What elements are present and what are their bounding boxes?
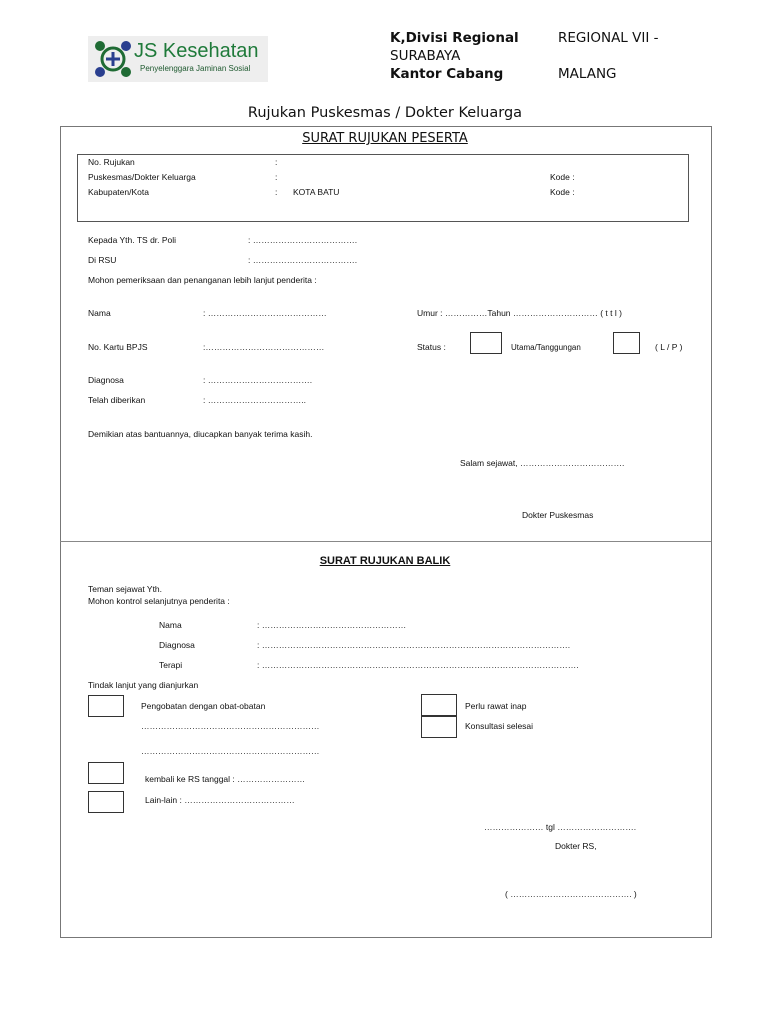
no-rujukan-colon[interactable]: : — [275, 157, 278, 167]
diagnosa-field[interactable]: : ………………………………. — [203, 375, 313, 385]
bpjs-logo-icon — [90, 36, 136, 82]
rawat-inap-label: Perlu rawat inap — [465, 701, 527, 711]
diberikan-field[interactable]: : …………………………….. — [203, 395, 306, 405]
status-label: Status : — [417, 342, 446, 352]
kembali-label[interactable]: kembali ke RS tanggal : …………………… — [145, 774, 306, 784]
signer-rs: Dokter RS, — [555, 841, 597, 851]
divisi-value: REGIONAL VII - — [558, 30, 659, 46]
divisi-value-cont: SURABAYA — [390, 48, 461, 64]
tindak-lanjut-label: Tindak lanjut yang dianjurkan — [88, 680, 199, 690]
logo — [88, 36, 268, 82]
puskesmas-colon[interactable]: : — [275, 172, 278, 182]
balik-terapi-field[interactable]: : …………………………………………………………………………………………………. — [257, 660, 579, 670]
balik-nama-label: Nama — [159, 620, 182, 630]
puskesmas-label: Puskesmas/Dokter Keluarga — [88, 172, 196, 182]
peserta-heading: SURAT RUJUKAN PESERTA — [302, 131, 468, 146]
kode-label-2[interactable]: Kode : — [550, 187, 575, 197]
tgl-field[interactable]: ………………… tgl ………………………. — [484, 822, 637, 832]
closing-text: Demikian atas bantuannya, diucapkan banyak terima kasih. — [88, 429, 313, 439]
salam-text: Salam sejawat, ………………………………. — [460, 458, 625, 468]
kabupaten-value[interactable]: KOTA BATU — [293, 187, 340, 197]
logo-text: JS Kesehatan — [134, 40, 259, 62]
kepada-field[interactable]: : ………………………………. — [248, 235, 358, 245]
section-divider — [60, 541, 711, 542]
balik-diagnosa-field[interactable]: : ………………………………………………………………………………………………. — [257, 640, 571, 650]
form-frame — [60, 126, 712, 938]
logo-subtext: Penyelenggara Jaminan Sosial — [140, 64, 251, 73]
rsu-label: Di RSU — [88, 255, 117, 265]
balik-nama-field[interactable]: : …………………………………………… — [257, 620, 407, 630]
greeting-text: Teman sejawat Yth. — [88, 584, 163, 594]
rsu-field[interactable]: : ………………………………. — [248, 255, 358, 265]
status-checkbox[interactable] — [470, 332, 502, 354]
umur-field[interactable]: Umur : ……………Tahun ………………………… ( t t l ) — [417, 308, 622, 318]
kabupaten-colon: : — [275, 187, 278, 197]
referral-info-box — [77, 154, 689, 222]
kabupaten-label: Kabupaten/Kota — [88, 187, 149, 197]
konsultasi-label: Konsultasi selesai — [465, 721, 534, 731]
kartu-label: No. Kartu BPJS — [88, 342, 148, 352]
balik-diagnosa-label: Diagnosa — [159, 640, 195, 650]
lain-checkbox[interactable] — [88, 791, 124, 813]
obat-checkbox[interactable] — [88, 695, 124, 717]
gender-option-label: ( L / P ) — [655, 342, 683, 352]
mohon-kontrol-text: Mohon kontrol selanjutnya penderita : — [88, 596, 230, 606]
rawat-inap-checkbox[interactable] — [421, 694, 457, 716]
obat-dots-1[interactable]: ……………………………………………………… — [141, 721, 320, 731]
no-rujukan-label: No. Rujukan — [88, 157, 135, 167]
obat-label: Pengobatan dengan obat-obatan — [141, 701, 266, 711]
kantor-label: Kantor Cabang — [390, 66, 504, 82]
nama-field[interactable]: : …………………………………… — [203, 308, 327, 318]
lain-label[interactable]: Lain-lain : ………………………………… — [145, 795, 295, 805]
kode-label[interactable]: Kode : — [550, 172, 575, 182]
diagnosa-label: Diagnosa — [88, 375, 124, 385]
page-title: Rujukan Puskesmas / Dokter Keluarga — [247, 105, 523, 121]
kantor-value: MALANG — [558, 66, 617, 82]
status-option-label: Utama/Tanggungan — [511, 343, 581, 352]
kembali-checkbox[interactable] — [88, 762, 124, 784]
kepada-label: Kepada Yth. TS dr. Poli — [88, 235, 177, 245]
nama-label: Nama — [88, 308, 111, 318]
diberikan-label: Telah diberikan — [88, 395, 146, 405]
obat-dots-2[interactable]: ……………………………………………………… — [141, 746, 320, 756]
balik-terapi-label: Terapi — [159, 660, 183, 670]
balik-heading: SURAT RUJUKAN BALIK — [319, 555, 451, 567]
signer-puskesmas: Dokter Puskesmas — [522, 510, 594, 520]
gender-checkbox[interactable] — [613, 332, 640, 354]
signature-field[interactable]: ( ……………………………………. ) — [505, 889, 637, 899]
konsultasi-checkbox[interactable] — [421, 716, 457, 738]
kartu-field[interactable]: :…………………………………… — [203, 342, 325, 352]
divisi-label: K,Divisi Regional — [390, 30, 519, 46]
mohon-text: Mohon pemeriksaan dan penanganan lebih lanjut penderita : — [88, 275, 317, 285]
